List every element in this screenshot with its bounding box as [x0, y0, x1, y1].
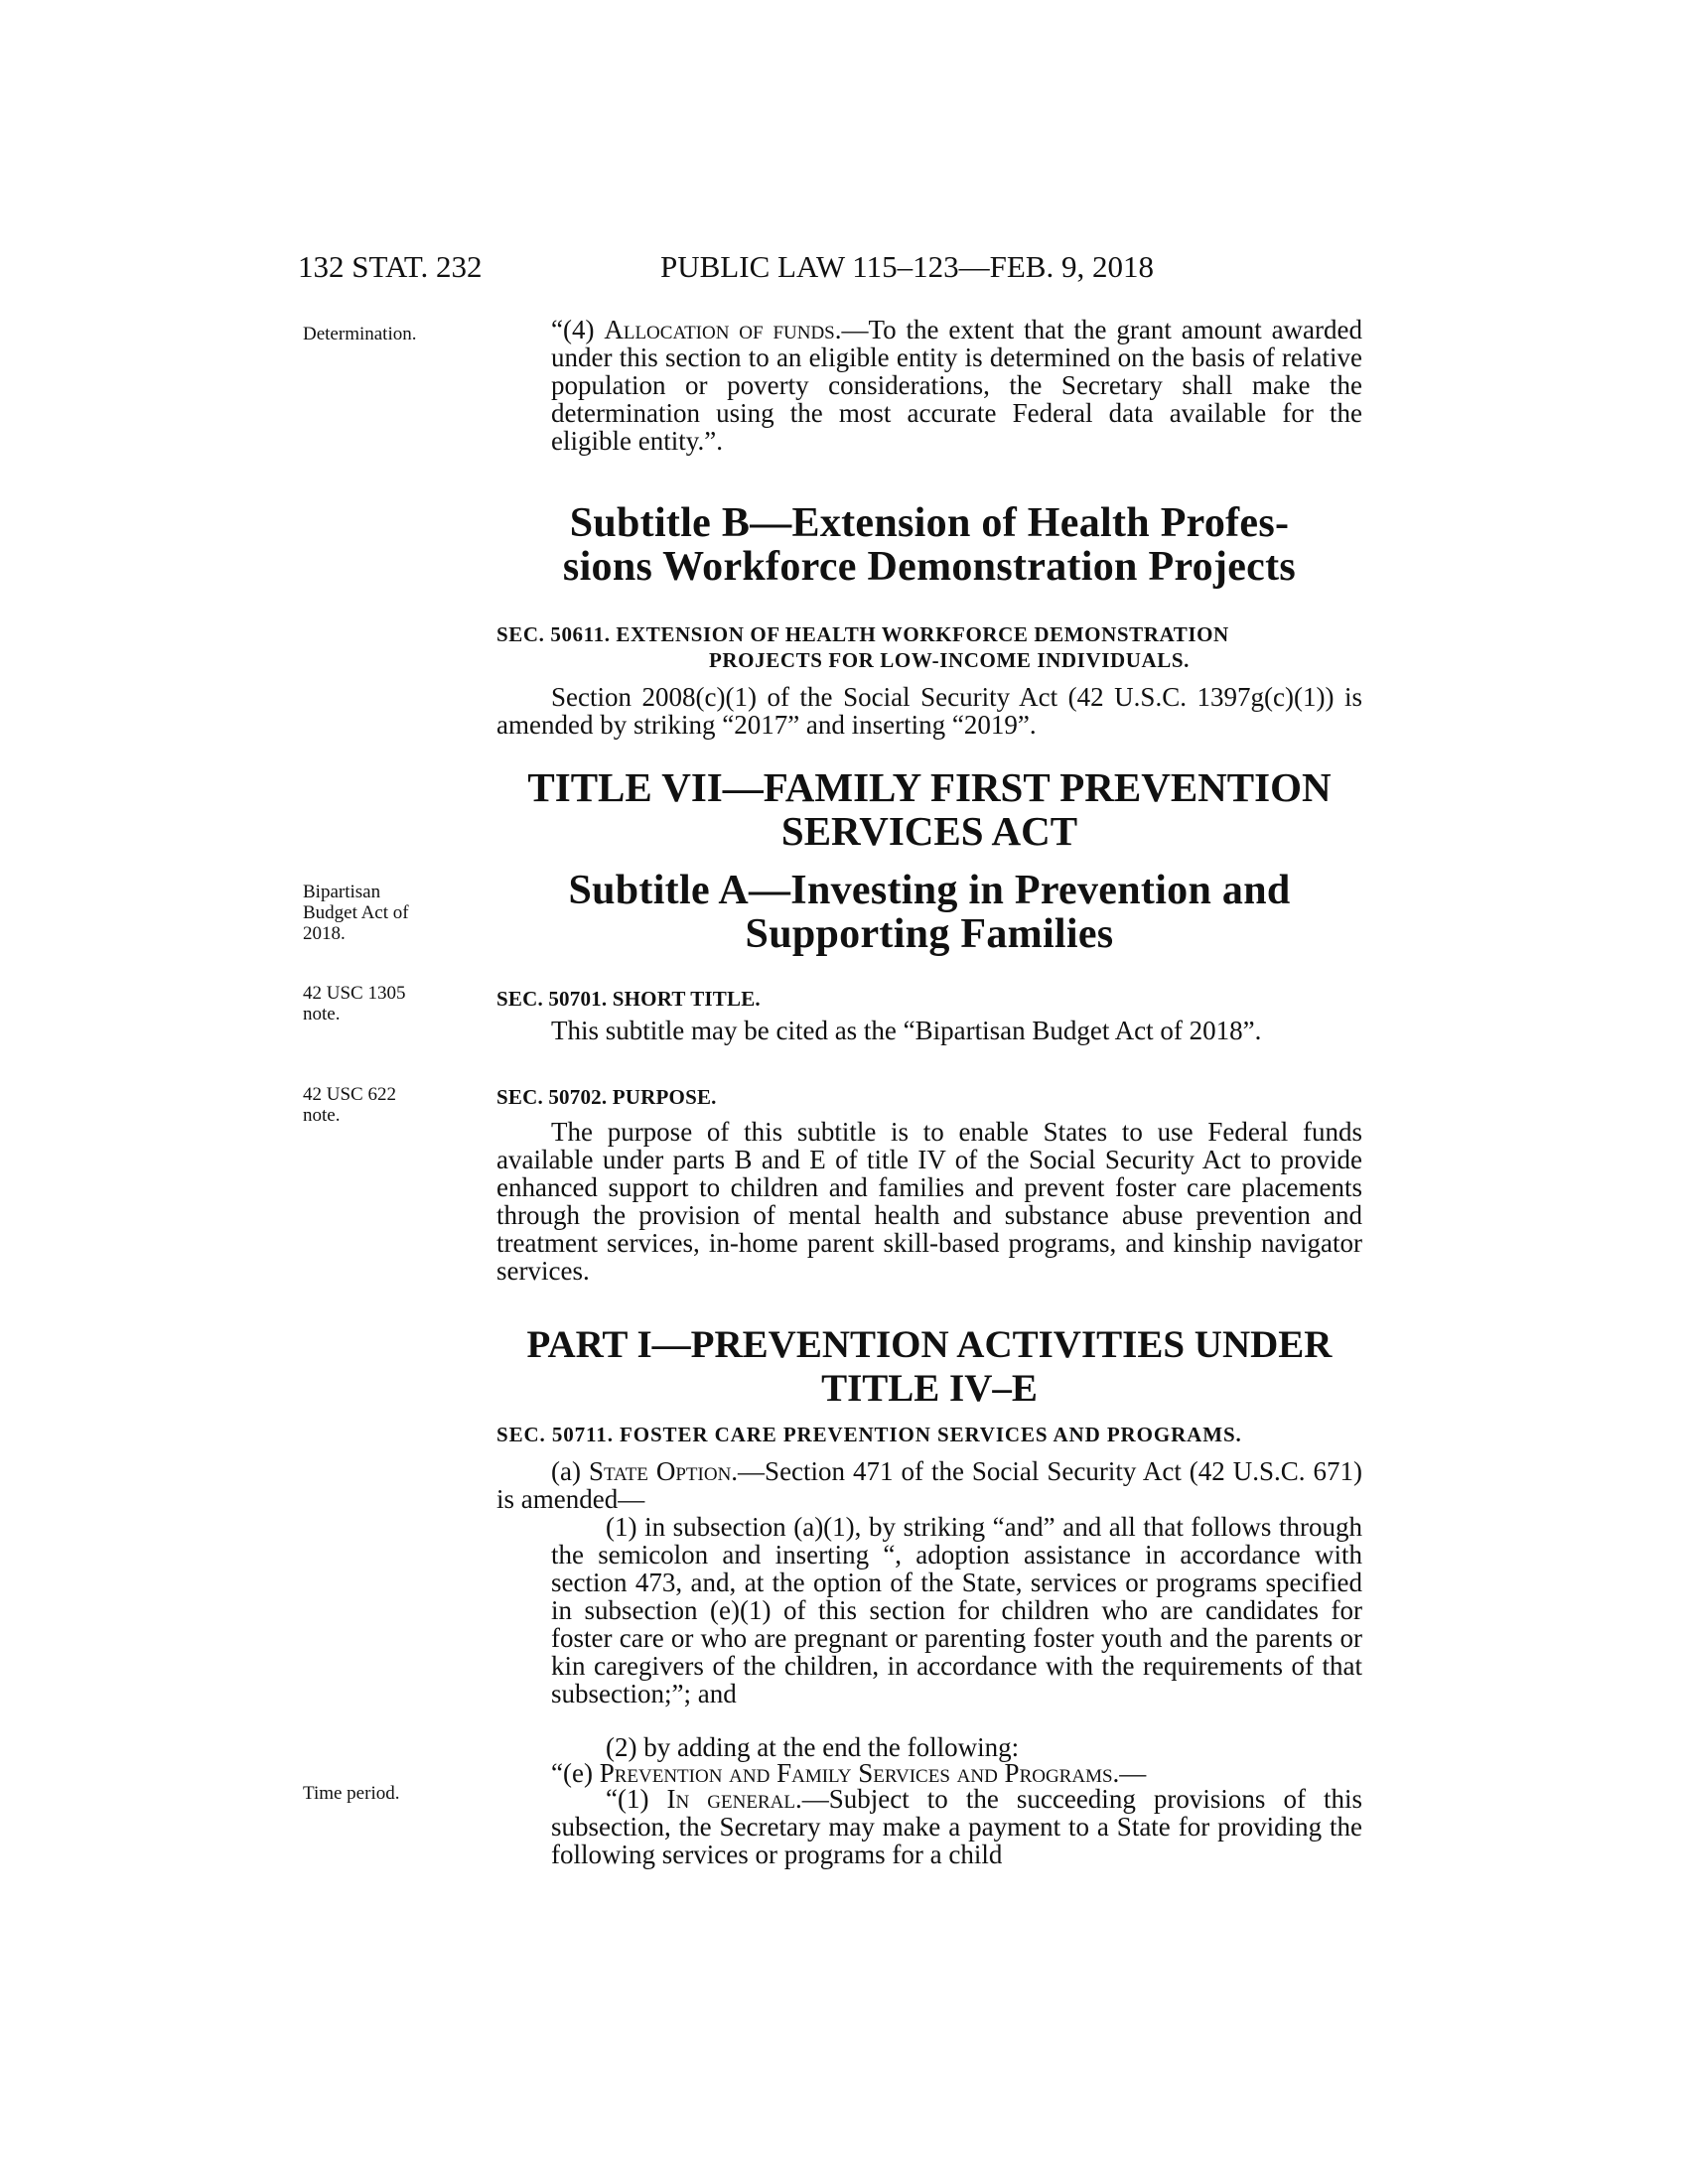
margin-note-time-period: Time period. [303, 1783, 400, 1804]
sec-50711-item-2: (2) by adding at the end the following: [606, 1732, 1020, 1762]
sec-50702-text: The purpose of this subtitle is to enable States to use Federal funds available under parts B and E of title IV of the Social Security Act to provide enhanced support to children and families and prevent foster care placements through the provision of mental health and substance abuse prevention and treatment services, in-home parent skill-based programs, and kinship navigator services. [496, 1117, 1362, 1286]
paragraph-heading: Allocation of funds [604, 315, 835, 344]
sec-50711-item-1: (1) in subsection (a)(1), by striking “and” and all that follows through the semicolon and inserting “, adoption assistance in accordance with section 473, and, at the option of the State, services or programs specified in subsection (e)(1) of this section for children who are candidates for foster care or who are pregnant or parenting foster youth and the parents or kin caregivers of the children, in accordance with the requirements of that subsection;”; and [551, 1512, 1362, 1708]
subsection-e-1-in-general [551, 1785, 1362, 1868]
part-i-line-2: TITLE IV–E [821, 1367, 1038, 1410]
subsection-number: (a) [551, 1456, 589, 1486]
paragraph-e1-number: “(1) [606, 1784, 667, 1814]
margin-note-42-usc-1305: 42 USC 1305 note. [303, 983, 406, 1024]
title-vii-line-1: TITLE VII—FAMILY FIRST PREVENTION [527, 764, 1332, 810]
subsection-heading: State Option [588, 1456, 732, 1486]
subsection-e-heading [551, 1759, 1362, 1787]
subsection-e-number: “(e) [551, 1758, 600, 1788]
sec-50702-heading: SEC. 50702. PURPOSE. [496, 1085, 717, 1109]
margin-note-bipartisan-budget-act: Bipartisan Budget Act of 2018. [303, 882, 409, 944]
subsection-e-title: Prevention and Family Services and Programs [599, 1758, 1113, 1788]
sec-50701-heading: SEC. 50701. SHORT TITLE. [496, 987, 761, 1011]
sec-50711-subsection-a [496, 1457, 1362, 1513]
margin-note-determination: Determination. [303, 324, 417, 344]
subtitle-b-line-2: sions Workforce Demonstration Projects [562, 544, 1297, 590]
sec-50701-text: This subtitle may be cited as the “Bipartisan Budget Act of 2018”. [551, 1016, 1262, 1045]
subsection-e-dash: .— [1112, 1758, 1147, 1788]
subtitle-a-line-2: Supporting Families [745, 911, 1114, 957]
title-vii-heading [496, 765, 1362, 853]
sec-50611-text: Section 2008(c)(1) of the Social Security Act (42 U.S.C. 1397g(c)(1)) is amended by striking “2017” and inserting “2019”. [496, 682, 1362, 740]
sec-50611-heading-line-2: PROJECTS FOR LOW-INCOME INDIVIDUALS. [708, 648, 1191, 672]
margin-note-42-usc-622: 42 USC 622 note. [303, 1084, 396, 1126]
paragraph-text: .—To the extent that the grant amount awarded under this section to an eligible entity is determined on the basis of relative population or poverty considerations, the Secretary shall make the determination using the most accurate Federal data available for the eligible entity.”. [551, 315, 1363, 456]
paragraph-number: “(4) [551, 315, 605, 344]
paragraph-e1-heading: In general [666, 1784, 795, 1814]
part-i-line-1: PART I—PREVENTION ACTIVITIES UNDER [526, 1323, 1333, 1366]
subtitle-b-line-1: Subtitle B—Extension of Health Profes- [569, 500, 1290, 546]
public-law-header: PUBLIC LAW 115–123—FEB. 9, 2018 [660, 249, 1154, 284]
title-vii-line-2: SERVICES ACT [780, 808, 1078, 854]
stat-page-number: 132 STAT. 232 [298, 249, 483, 284]
part-i-heading [496, 1323, 1362, 1411]
subtitle-a-line-1: Subtitle A—Investing in Prevention and [568, 868, 1291, 913]
sec-50611-heading [496, 621, 1362, 673]
allocation-of-funds-paragraph [551, 316, 1362, 455]
subsection-text: .—Section 471 of the Social Security Act (42 U.S.C. 671) is amended— [496, 1456, 1362, 1514]
subtitle-a-heading [496, 869, 1362, 956]
sec-50711-heading: SEC. 50711. FOSTER CARE PREVENTION SERVICES AND PROGRAMS. [496, 1423, 1242, 1446]
paragraph-e1-text: .—Subject to the succeeding provisions of this subsection, the Secretary may make a payment to a State for providing the following services or programs for a child [551, 1784, 1362, 1869]
subtitle-b-heading [496, 501, 1362, 589]
sec-50611-heading-line-1: SEC. 50611. EXTENSION OF HEALTH WORKFORCE DEMONSTRATION [496, 622, 1229, 646]
